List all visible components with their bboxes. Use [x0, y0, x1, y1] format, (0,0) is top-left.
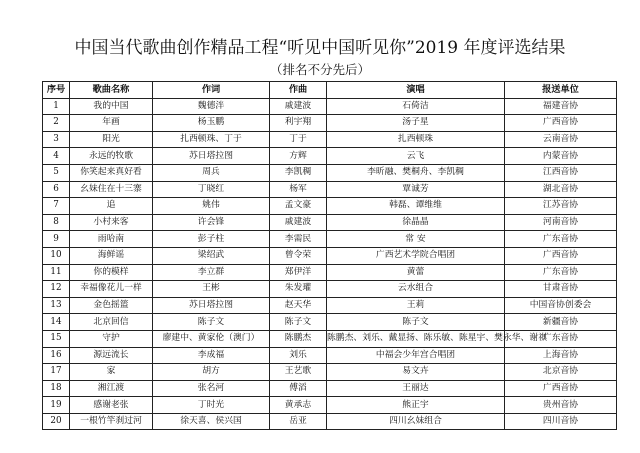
- cell-no: 13: [43, 297, 70, 314]
- cell-lyricist: 丁晓红: [153, 181, 270, 198]
- cell-composer: 黄承志: [270, 397, 327, 414]
- cell-unit: 湖北音协: [505, 181, 617, 198]
- cell-performer: 扎西顿珠: [327, 131, 505, 148]
- table-row: [43, 281, 617, 298]
- cell-lyricist: 李成福: [153, 347, 270, 364]
- cell-unit: 云南音协: [505, 131, 617, 148]
- cell-no: 14: [43, 314, 70, 331]
- cell-unit: 贵州音协: [505, 397, 617, 414]
- cell-composer: 陈子文: [270, 314, 327, 331]
- cell-composer: 郑伊洋: [270, 264, 327, 281]
- cell-unit: 广西音协: [505, 380, 617, 397]
- cell-unit: 广西音协: [505, 247, 617, 264]
- cell-composer: 李凯稠: [270, 164, 327, 181]
- cell-no: 17: [43, 364, 70, 381]
- cell-no: 1: [43, 98, 70, 115]
- cell-song: 幸福像花儿一样: [70, 281, 153, 298]
- cell-lyricist: 周兵: [153, 164, 270, 181]
- cell-song: 湘江渡: [70, 380, 153, 397]
- cell-composer: 曾令荣: [270, 247, 327, 264]
- cell-performer: 王丽达: [327, 380, 505, 397]
- cell-composer: 丁于: [270, 131, 327, 148]
- cell-performer: 四川幺妹组合: [327, 413, 505, 430]
- cell-song: 守护: [70, 330, 153, 347]
- cell-no: 4: [43, 148, 70, 165]
- cell-lyricist: 彭子柱: [153, 231, 270, 248]
- cell-lyricist: 胡方: [153, 364, 270, 381]
- cell-performer: 中福会少年宫合唱团: [327, 347, 505, 364]
- cell-song: 海鲜谣: [70, 247, 153, 264]
- table-row: [43, 397, 617, 414]
- cell-song: 北京回信: [70, 314, 153, 331]
- cell-unit: 中国音协创委会: [505, 297, 617, 314]
- cell-composer: 岳亚: [270, 413, 327, 430]
- cell-lyricist: 扎西顿珠、丁于: [153, 131, 270, 148]
- table-row: [43, 364, 617, 381]
- cell-performer: 陈子文: [327, 314, 505, 331]
- cell-unit: 甘肃音协: [505, 281, 617, 298]
- cell-no: 20: [43, 413, 70, 430]
- results-table: [42, 81, 617, 430]
- cell-unit: 广东音协: [505, 264, 617, 281]
- cell-no: 9: [43, 231, 70, 248]
- cell-performer: 云水组合: [327, 281, 505, 298]
- cell-performer: 陈鹏杰、刘乐、戴显扬、陈乐敏、陈星宇、樊永华、谢祺: [327, 330, 505, 347]
- table-row: [43, 198, 617, 215]
- document-title: 中国当代歌曲创作精品工程“听见中国听见你”2019 年度评选结果: [74, 38, 566, 58]
- cell-composer: 杨军: [270, 181, 327, 198]
- cell-composer: 陈鹏杰: [270, 330, 327, 347]
- cell-song: 源远流长: [70, 347, 153, 364]
- table-row: [43, 247, 617, 264]
- header-song: 歌曲名称: [70, 82, 153, 99]
- cell-no: 3: [43, 131, 70, 148]
- table-row: [43, 264, 617, 281]
- cell-unit: 北京音协: [505, 364, 617, 381]
- cell-unit: 上海音协: [505, 347, 617, 364]
- table-row: [43, 181, 617, 198]
- cell-song: 感谢老张: [70, 397, 153, 414]
- cell-performer: 黄蕾: [327, 264, 505, 281]
- cell-lyricist: 陈子文: [153, 314, 270, 331]
- cell-lyricist: 姚伟: [153, 198, 270, 215]
- cell-no: 2: [43, 115, 70, 132]
- cell-unit: 河南音协: [505, 214, 617, 231]
- cell-no: 11: [43, 264, 70, 281]
- cell-composer: 朱发瓘: [270, 281, 327, 298]
- cell-composer: 方辉: [270, 148, 327, 165]
- cell-song: 追: [70, 198, 153, 215]
- cell-composer: 孟文豪: [270, 198, 327, 215]
- cell-lyricist: 许会锋: [153, 214, 270, 231]
- cell-performer: 易文卉: [327, 364, 505, 381]
- cell-composer: 戚建波: [270, 214, 327, 231]
- cell-performer: 李昕融、樊桐舟、李凯稠: [327, 164, 505, 181]
- cell-performer: 常 安: [327, 231, 505, 248]
- cell-unit: 内蒙音协: [505, 148, 617, 165]
- table-row: [43, 214, 617, 231]
- header-composer: 作曲: [270, 82, 327, 99]
- cell-song: 小村来客: [70, 214, 153, 231]
- cell-no: 8: [43, 214, 70, 231]
- header-performer: 演唱: [327, 82, 505, 99]
- cell-lyricist: 张名河: [153, 380, 270, 397]
- cell-lyricist: 丁时光: [153, 397, 270, 414]
- cell-lyricist: 苏日塔拉图: [153, 148, 270, 165]
- cell-lyricist: 李立群: [153, 264, 270, 281]
- table-row: [43, 115, 617, 132]
- header-lyricist: 作词: [153, 82, 270, 99]
- cell-no: 15: [43, 330, 70, 347]
- cell-lyricist: 廖建中、黄家伦（澳门）: [153, 330, 270, 347]
- cell-song: 我的中国: [70, 98, 153, 115]
- cell-unit: 江苏音协: [505, 198, 617, 215]
- cell-composer: 王艺歌: [270, 364, 327, 381]
- table-header: [43, 82, 617, 99]
- cell-no: 19: [43, 397, 70, 414]
- cell-performer: 王莉: [327, 297, 505, 314]
- table-row: [43, 413, 617, 430]
- table-row: [43, 297, 617, 314]
- cell-lyricist: 徐天喜、侯兴国: [153, 413, 270, 430]
- cell-performer: 徐晶晶: [327, 214, 505, 231]
- cell-performer: 广西艺术学院合唱团: [327, 247, 505, 264]
- cell-unit: 江西音协: [505, 164, 617, 181]
- cell-song: 金色摇篮: [70, 297, 153, 314]
- table-row: [43, 148, 617, 165]
- cell-composer: 傅滔: [270, 380, 327, 397]
- cell-no: 18: [43, 380, 70, 397]
- cell-song: 雨哈南: [70, 231, 153, 248]
- table-row: [43, 330, 617, 347]
- table-header-row: [43, 82, 617, 99]
- cell-no: 7: [43, 198, 70, 215]
- cell-lyricist: 梁绍武: [153, 247, 270, 264]
- table-row: [43, 98, 617, 115]
- cell-performer: 熊正宇: [327, 397, 505, 414]
- cell-lyricist: 苏日塔拉图: [153, 297, 270, 314]
- cell-performer: 石倚洁: [327, 98, 505, 115]
- cell-composer: 李需民: [270, 231, 327, 248]
- table-row: [43, 347, 617, 364]
- cell-song: 你笑起来真好看: [70, 164, 153, 181]
- table-row: [43, 231, 617, 248]
- cell-no: 6: [43, 181, 70, 198]
- cell-song: 永远的牧歌: [70, 148, 153, 165]
- table-body: [43, 98, 617, 430]
- cell-performer: 云飞: [327, 148, 505, 165]
- header-no: 序号: [43, 82, 70, 99]
- cell-no: 5: [43, 164, 70, 181]
- cell-performer: 汤子星: [327, 115, 505, 132]
- cell-song: 一根竹竿刹过河: [70, 413, 153, 430]
- cell-unit: 福建音协: [505, 98, 617, 115]
- cell-no: 16: [43, 347, 70, 364]
- cell-composer: 利宇翔: [270, 115, 327, 132]
- cell-performer: 韩磊、谭维维: [327, 198, 505, 215]
- cell-composer: 赵天华: [270, 297, 327, 314]
- cell-unit: 广东音协: [505, 231, 617, 248]
- cell-song: 幺妹住在十三寨: [70, 181, 153, 198]
- cell-no: 10: [43, 247, 70, 264]
- cell-no: 12: [43, 281, 70, 298]
- table-row: [43, 131, 617, 148]
- cell-unit: 四川音协: [505, 413, 617, 430]
- cell-unit: 广西音协: [505, 115, 617, 132]
- cell-song: 阳光: [70, 131, 153, 148]
- cell-song: 家: [70, 364, 153, 381]
- header-unit: 报送单位: [505, 82, 617, 99]
- cell-unit: 广东音协: [505, 330, 617, 347]
- cell-lyricist: 杨玉鹏: [153, 115, 270, 132]
- cell-performer: 覃诚芳: [327, 181, 505, 198]
- cell-lyricist: 王彬: [153, 281, 270, 298]
- cell-composer: 刘乐: [270, 347, 327, 364]
- document-subtitle: （排名不分先后）: [269, 62, 370, 77]
- table-row: [43, 164, 617, 181]
- table-row: [43, 314, 617, 331]
- table-row: [43, 380, 617, 397]
- cell-song: 你的模样: [70, 264, 153, 281]
- cell-unit: 新疆音协: [505, 314, 617, 331]
- cell-composer: 戚建波: [270, 98, 327, 115]
- cell-song: 年画: [70, 115, 153, 132]
- cell-lyricist: 魏德泮: [153, 98, 270, 115]
